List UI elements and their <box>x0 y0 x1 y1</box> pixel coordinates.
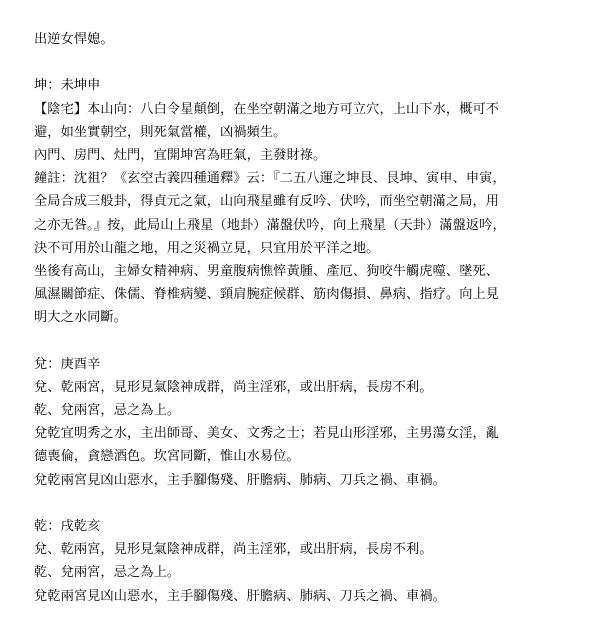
text-line: 出逆女悍媳。 <box>34 32 114 47</box>
text-line: 坐後有高山，主婦女精神病、男童腹病憔悴黃腫、產厄、狗咬牛觸虎噬、墜死、 <box>34 263 500 279</box>
text-line: 兌乾兩宮見凶山惡水，主手腳傷殘、肝膽病、肺病、刀兵之禍、車禍。 <box>34 472 446 488</box>
text-line: 兌、乾兩宮，見形見氣陰神成群，尚主淫邪，或出肝病，長房不利。 <box>34 542 433 558</box>
text-line: 風濕關節症、侏儒、脊椎病變、頸肩腕症候群、筋肉傷損、鼻病、指疗。向上見 <box>34 287 500 303</box>
text-line: 乾、兌兩宮，忌之為上。 <box>34 403 181 418</box>
text-line: 兌、乾兩宮，見形見氣陰神成群，尚主淫邪，或出肝病，長房不利。 <box>34 379 433 395</box>
text-line: 明大之水同斷。 <box>34 310 128 326</box>
text-line: 決不可用於山龍之地，用之災禍立見，只宜用於平洋之地。 <box>34 240 380 256</box>
blank-line <box>34 329 574 352</box>
document-body <box>34 28 574 608</box>
text-line: 內門、房門、灶門，宜開坤宮為旺氣，主發財祿。 <box>34 147 327 163</box>
blank-line <box>34 492 574 515</box>
text-line: 兌乾宜明秀之水，主出師哥、美女、文秀之士；若見山形淫邪，主男蕩女淫，亂 <box>34 426 500 442</box>
text-line: 之亦无咎。』按，此局山上飛星（地卦）滿盤伏吟，向上飛星（天卦）滿盤返吟， <box>34 217 506 233</box>
blank-line <box>34 51 574 74</box>
text-line: 德喪倫，貪戀酒色。坎宮同斷，惟山水易位。 <box>34 449 300 465</box>
text-line: 兌乾兩宮見凶山惡水，主手腳傷殘、肝膽病、肺病、刀兵之禍、車禍。 <box>34 588 446 604</box>
text-line: 全局合成三般卦，得貞元之氣，山向飛星雖有反吟、伏吟，而坐空朝滿之局，用 <box>34 194 500 210</box>
section-heading-qian: 乾：戌乾亥 <box>34 518 101 534</box>
text-line: 鐘註：沈祖？《玄空古義四種通釋》云：『二五八運之坤艮、艮坤、寅申、申寅， <box>34 171 506 187</box>
text-line: 乾、兌兩宮，忌之為上。 <box>34 565 181 581</box>
section-heading-kun: 坤：未坤申 <box>34 78 101 94</box>
text-line: 【陰宅】本山向：八白令星顛倒，在坐空朝滿之地方可立穴，上山下水，概可不 <box>34 101 500 117</box>
text-line: 避，如坐實朝空，則死氣當權，凶禍頻生。 <box>34 124 287 140</box>
section-heading-dui: 兌：庚酉辛 <box>34 356 101 372</box>
